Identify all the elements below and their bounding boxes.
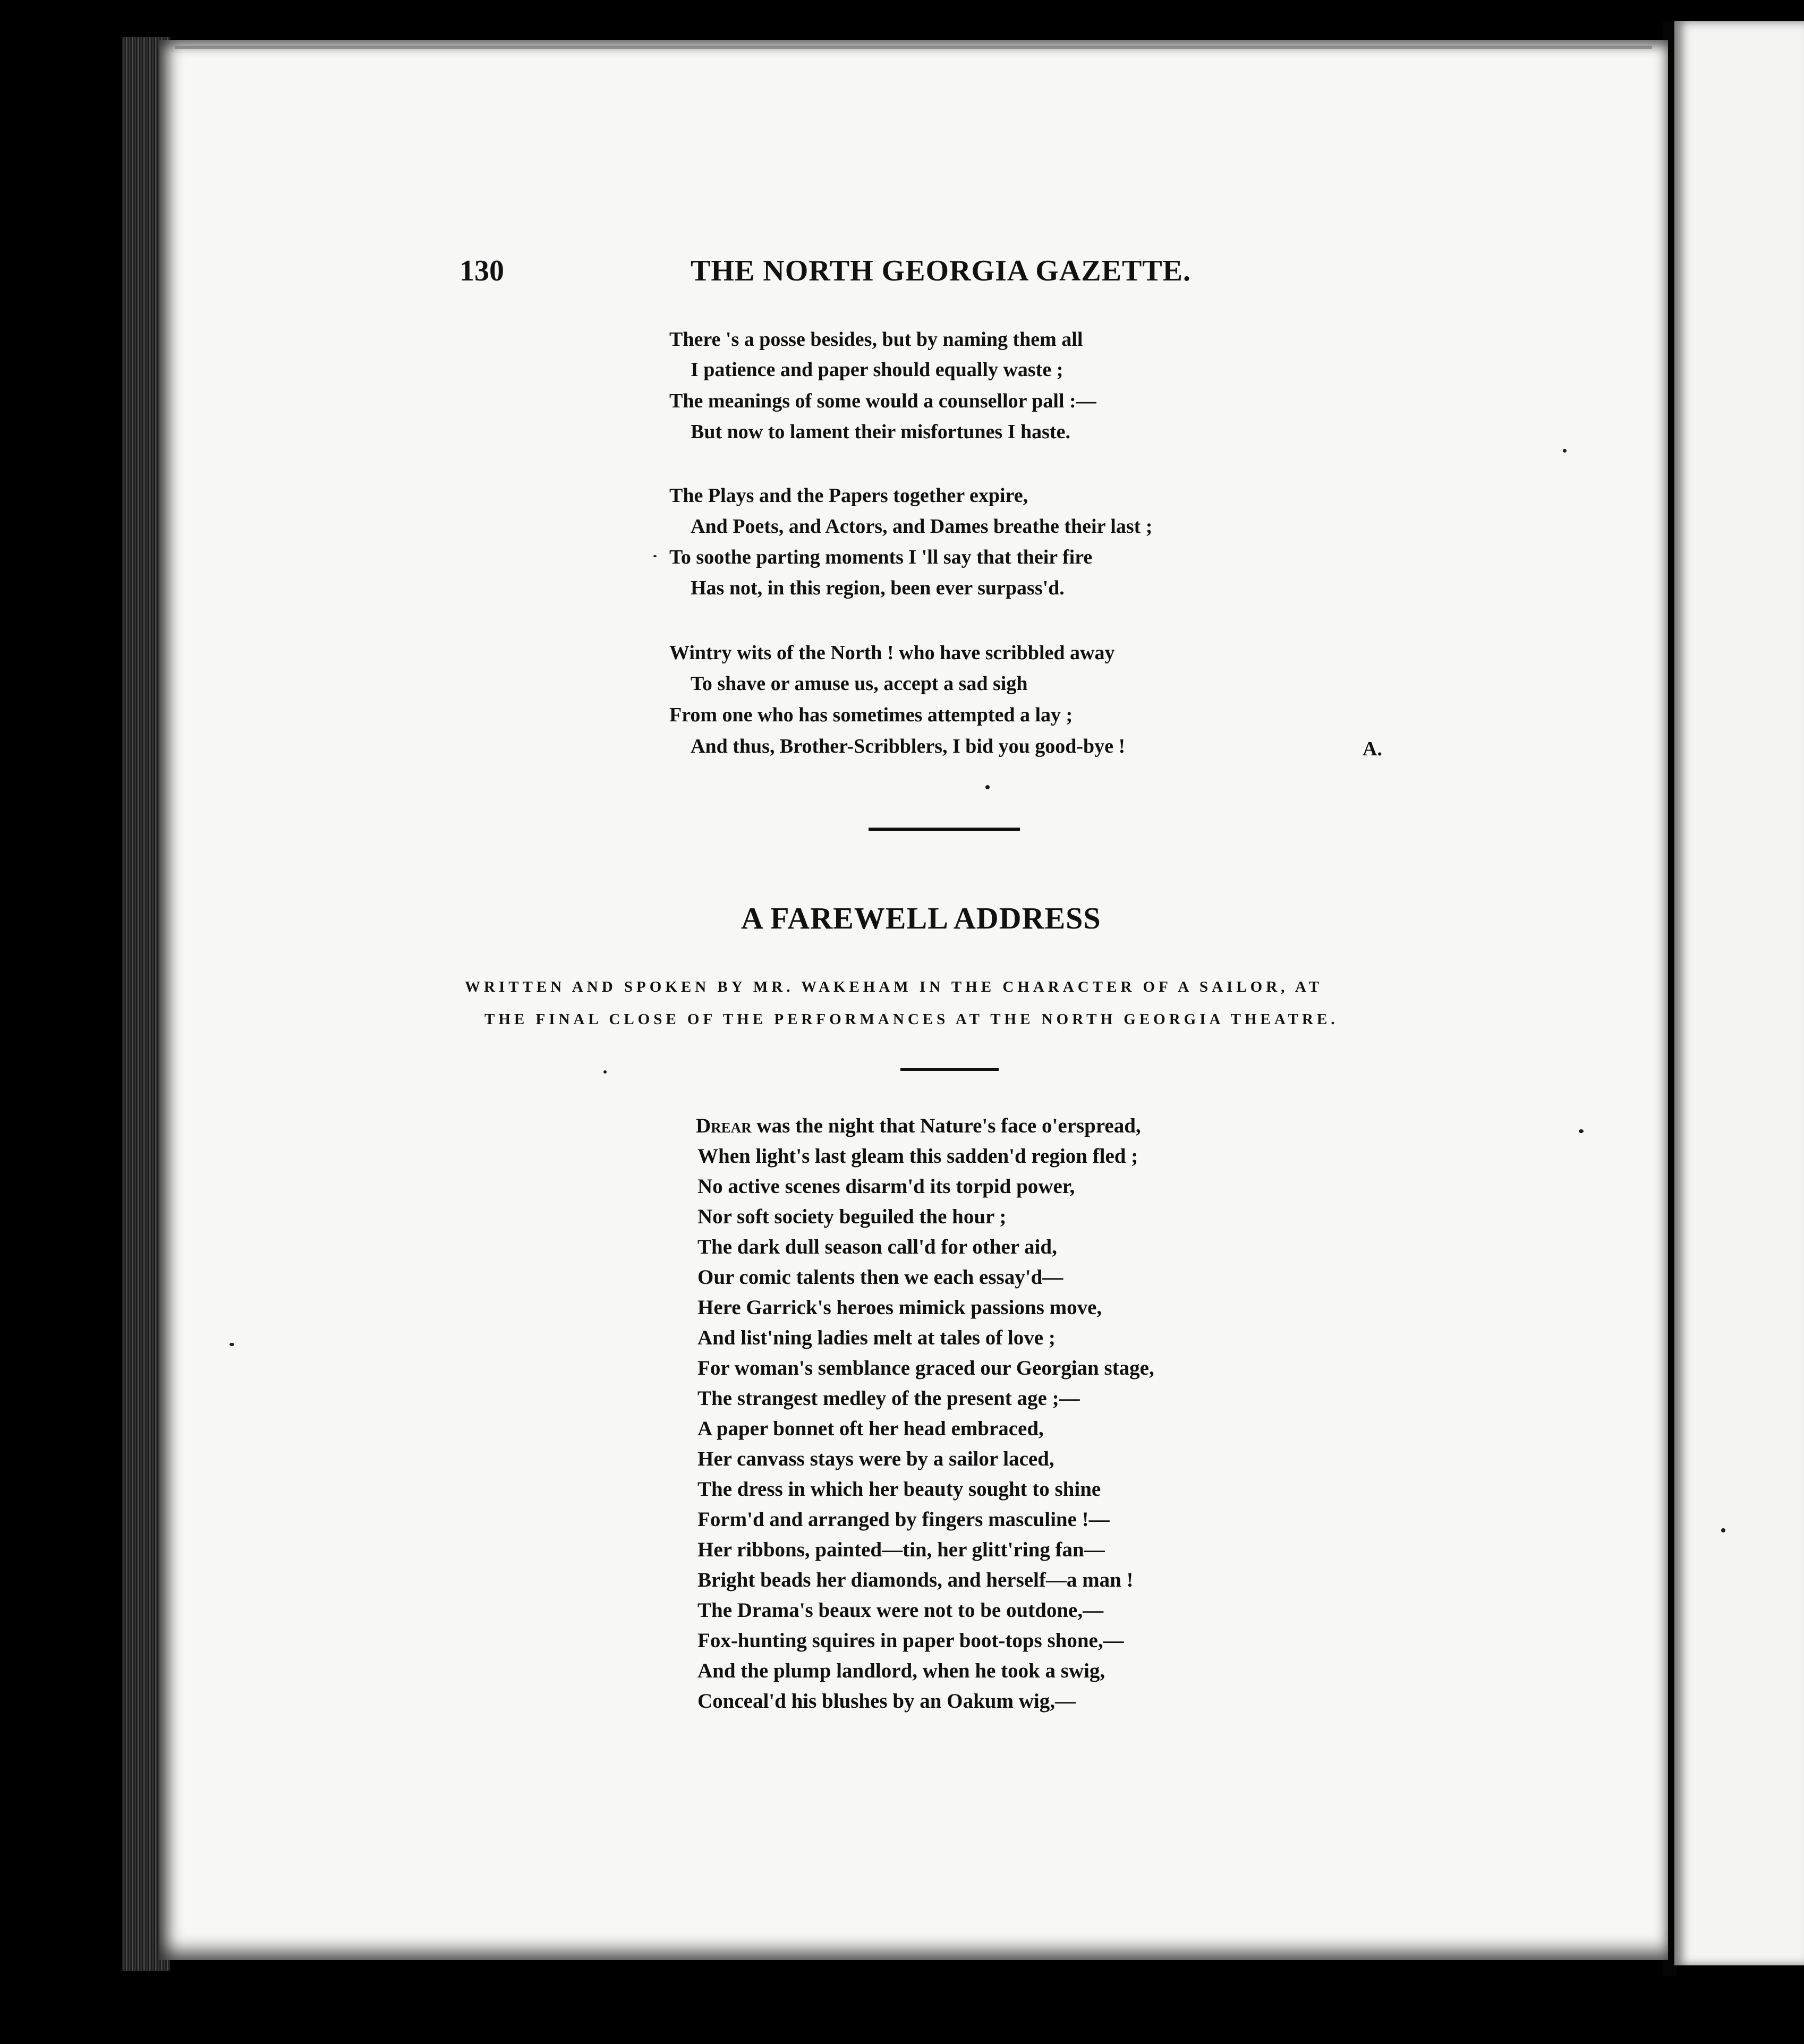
ink-speck — [1563, 449, 1567, 453]
poem-line: And the plump landlord, when he took a swig, — [697, 1659, 1105, 1682]
ink-speck — [985, 785, 990, 789]
poem-line: Here Garrick's heroes mimick passions move, — [697, 1296, 1102, 1319]
page-top-edge — [175, 46, 1652, 49]
poem-line: When light's last gleam this sadden'd region fled ; — [697, 1145, 1138, 1168]
facing-page-edge — [1674, 21, 1804, 1965]
poem-line: For woman's semblance graced our Georgian stage, — [697, 1357, 1154, 1379]
running-head: THE NORTH GEORGIA GAZETTE. — [691, 254, 1192, 287]
poem-line: The dark dull season call'd for other aid, — [697, 1236, 1057, 1258]
poem-line: Nor soft society beguiled the hour ; — [697, 1205, 1007, 1228]
poem-line: Conceal'd his blushes by an Oakum wig,— — [697, 1690, 1076, 1713]
title-separator-rule — [900, 1068, 999, 1071]
first-line-rest: was the night that Nature's face o'erspread, — [751, 1114, 1141, 1137]
poem-signature: A. — [1363, 738, 1382, 760]
poem-line: And list'ning ladies melt at tales of love ; — [697, 1326, 1056, 1349]
poem-line: There 's a posse besides, but by naming them all — [669, 328, 1083, 351]
poem-line: Her canvass stays were by a sailor laced, — [697, 1447, 1054, 1470]
ink-speck — [1721, 1528, 1725, 1532]
poem-line: And thus, Brother-Scribblers, I bid you good-bye ! — [691, 735, 1126, 757]
poem-line: Bright beads her diamonds, and herself—a man ! — [697, 1569, 1134, 1591]
address-subtitle-line: WRITTEN AND SPOKEN BY MR. WAKEHAM IN THE CHARACTER OF A SAILOR, AT — [465, 978, 1323, 995]
poem-line: The meanings of some would a counsellor pall :— — [669, 390, 1096, 412]
ink-speck — [603, 1070, 607, 1074]
address-title: A FAREWELL ADDRESS — [741, 901, 1101, 935]
poem-line: A paper bonnet oft her head embraced, — [697, 1417, 1044, 1440]
poem-line: The strangest medley of the present age ;— — [697, 1387, 1080, 1410]
poem-line: No active scenes disarm'd its torpid power, — [697, 1175, 1075, 1198]
poem-line: But now to lament their misfortunes I haste. — [691, 421, 1070, 443]
poem-line: Form'd and arranged by fingers masculine !— — [697, 1508, 1110, 1531]
poem-line: The dress in which her beauty sought to shine — [697, 1478, 1101, 1501]
poem-first-line — [696, 1115, 1141, 1136]
poem-line: The Drama's beaux were not to be outdone,— — [697, 1599, 1104, 1622]
poem-line: Has not, in this region, been ever surpass'd. — [691, 577, 1065, 599]
drop-cap-word: Drear — [696, 1114, 752, 1137]
poem-line: Wintry wits of the North ! who have scribbled away — [669, 642, 1115, 664]
ink-speck — [229, 1343, 234, 1346]
poem-line: To soothe parting moments I 'll say that their fire — [669, 546, 1093, 568]
poem-line: The Plays and the Papers together expire, — [669, 484, 1028, 507]
poem-line: To shave or amuse us, accept a sad sigh — [691, 672, 1028, 695]
page-number: 130 — [459, 254, 504, 287]
address-subtitle-line: THE FINAL CLOSE OF THE PERFORMANCES AT THE NORTH GEORGIA THEATRE. — [484, 1011, 1339, 1028]
poem-line: I patience and paper should equally waste ; — [691, 359, 1063, 381]
poem-line: From one who has sometimes attempted a lay ; — [669, 704, 1073, 726]
section-separator-rule — [869, 828, 1020, 831]
poem-line: Our comic talents then we each essay'd— — [697, 1266, 1063, 1289]
poem-line: And Poets, and Actors, and Dames breathe their last ; — [691, 515, 1153, 538]
ink-speck — [653, 555, 657, 557]
ink-speck — [1579, 1129, 1584, 1133]
poem-line: Her ribbons, painted—tin, her glitt'ring fan— — [697, 1538, 1105, 1561]
poem-line: Fox-hunting squires in paper boot-tops shone,— — [697, 1629, 1124, 1652]
